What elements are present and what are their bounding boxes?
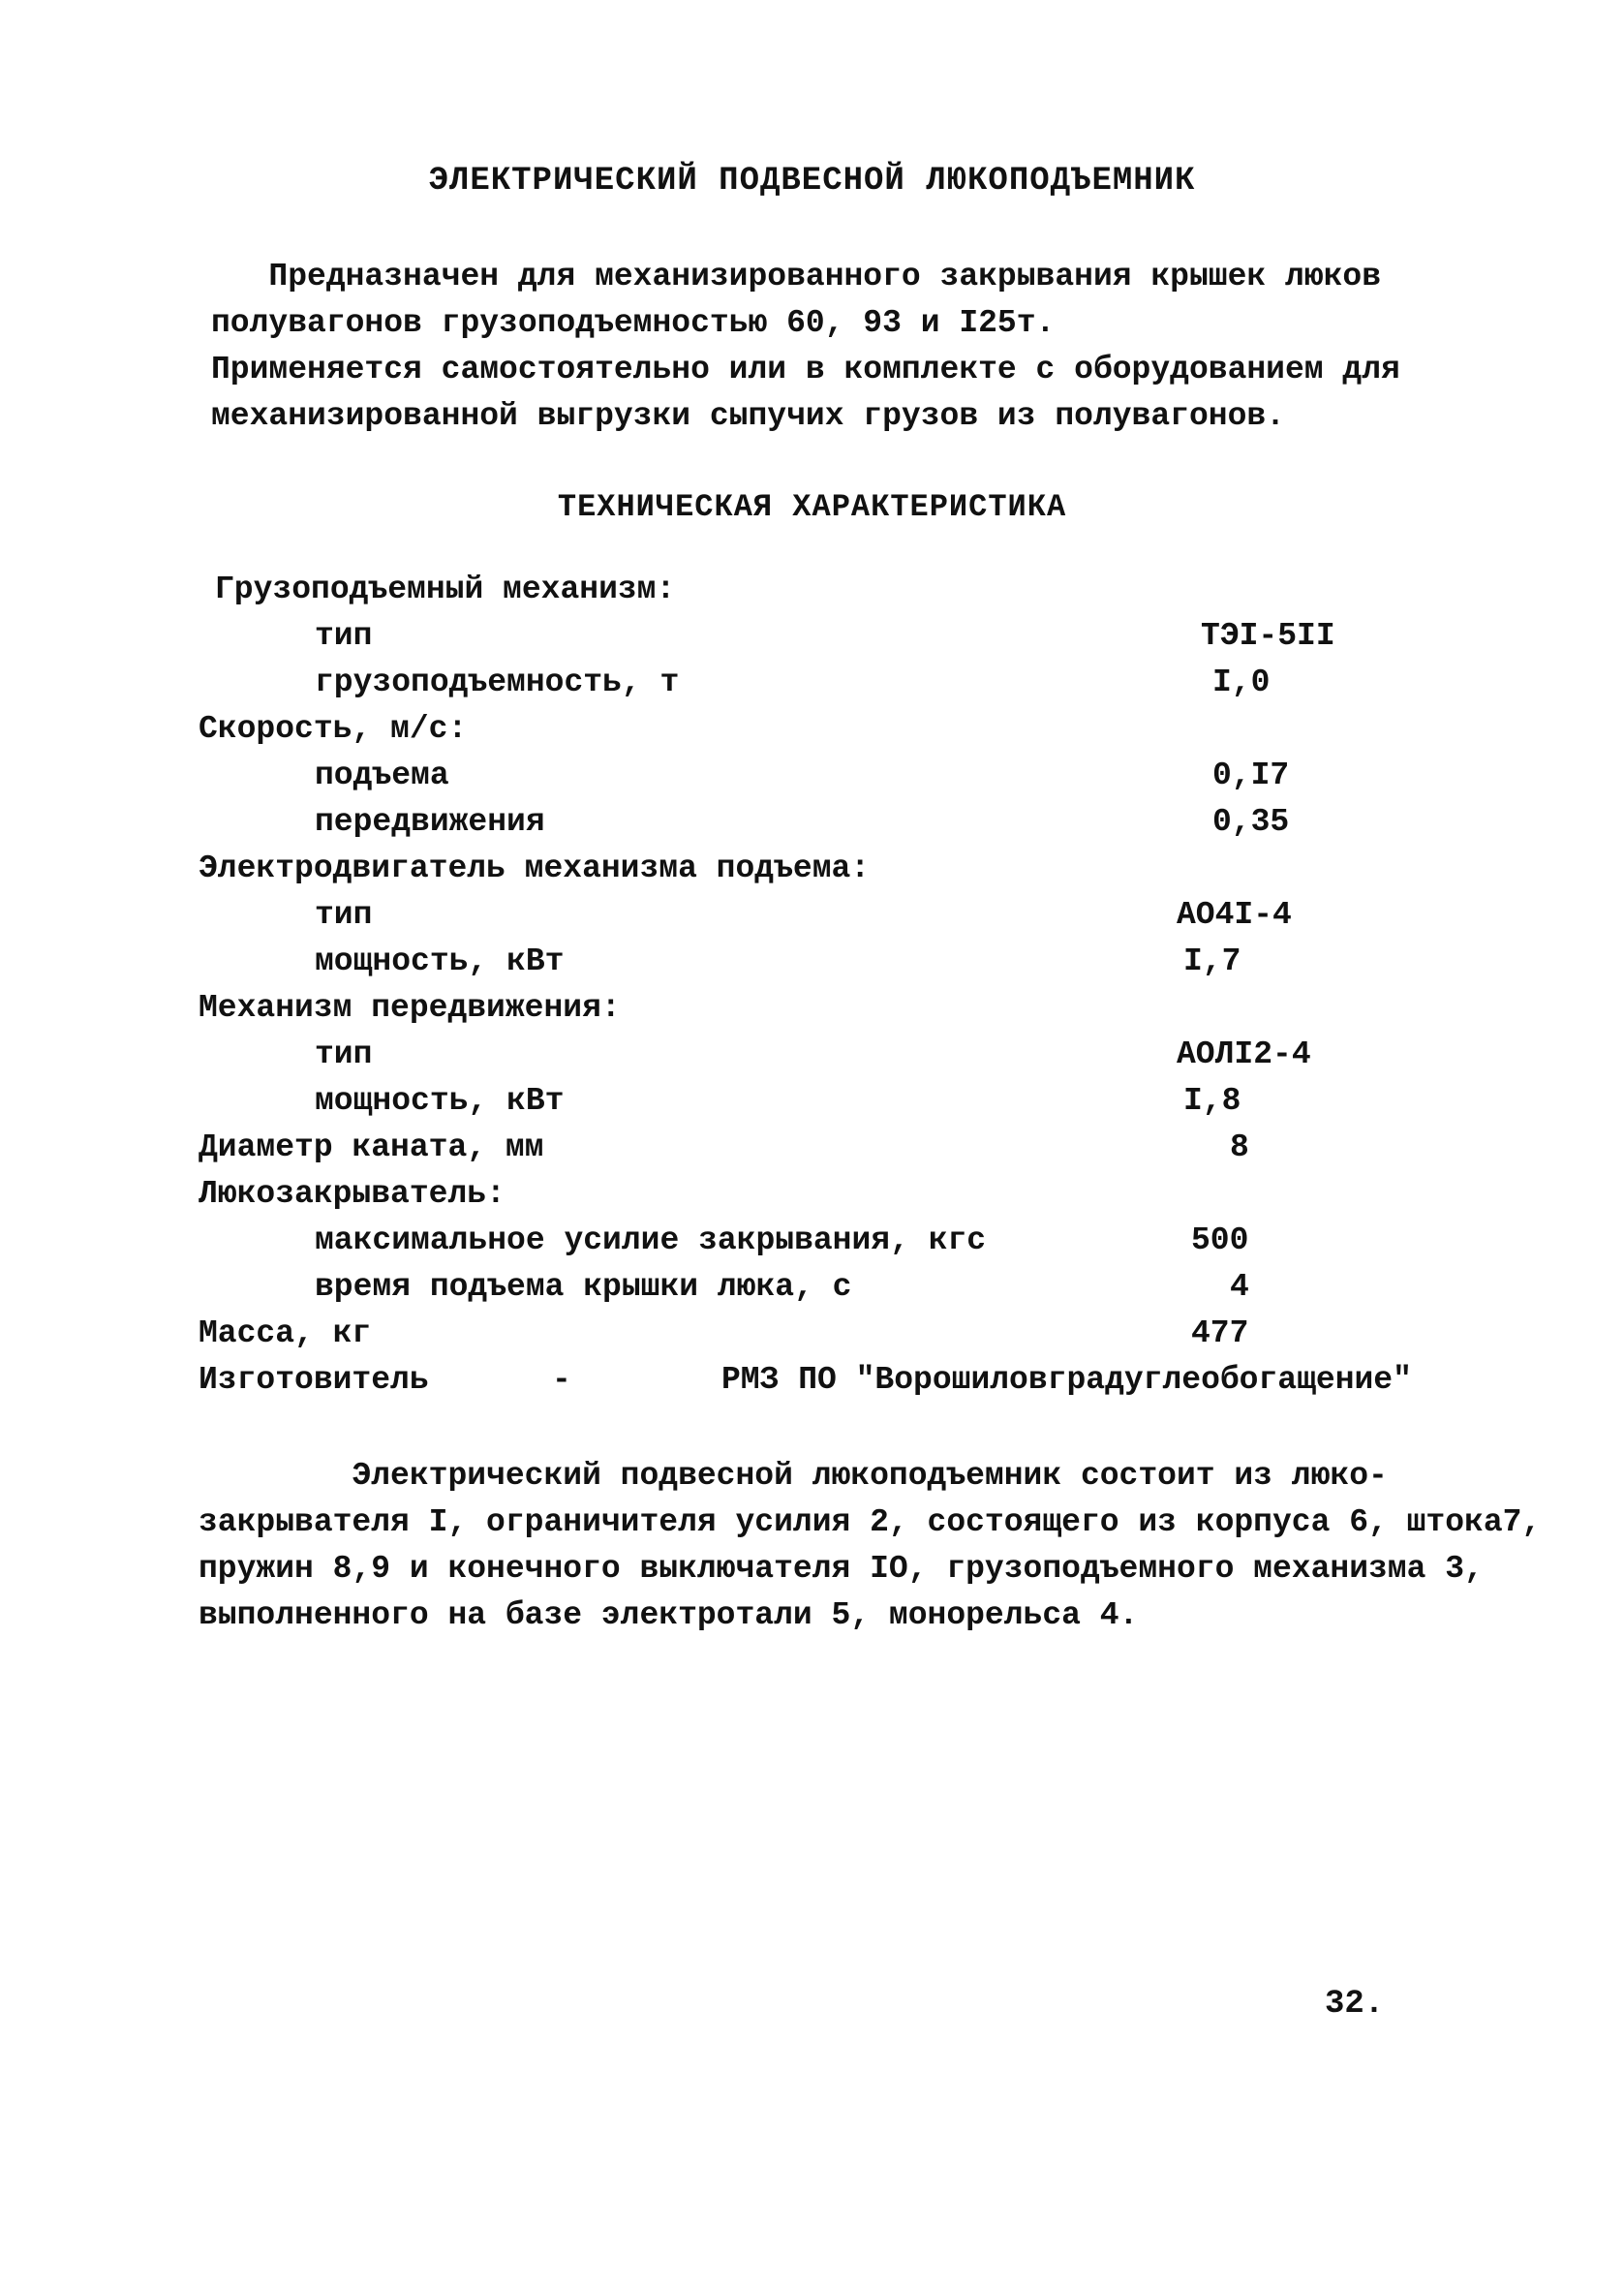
description-line-2: закрывателя I, ограничителя усилия 2, состоящего из корпуса 6, штока7, [199,1504,1542,1540]
intro-line-2: полувагонов грузоподъемностью 60, 93 и I25т. [211,305,1056,341]
spec-value: ТЭI-5II [1201,618,1335,654]
spec-label: мощность, кВт [315,1083,565,1119]
spec-label: мощность, кВт [315,943,565,979]
spec-value: АО4I-4 [1177,897,1292,933]
spec-label: передвижения [315,804,545,840]
spec-label: тип [315,897,373,933]
spec-value: I,8 [1183,1083,1241,1119]
spec-value: 477 [1191,1315,1249,1351]
spec-value: АОЛI2-4 [1177,1036,1311,1072]
description-line-1: Электрический подвесной люкоподъемник состоит из люко- [199,1458,1388,1494]
intro-line-3: Применяется самостоятельно или в комплекте с оборудованием для [211,352,1400,387]
intro-line-4: механизированной выгрузки сыпучих грузов из полувагонов. [211,398,1285,434]
section-subtitle: ТЕХНИЧЕСКАЯ ХАРАКТЕРИСТИКА [557,489,1067,525]
spec-value: 0,I7 [1212,758,1290,793]
spec-label: подъема [315,758,449,793]
spec-label: тип [315,1036,373,1072]
spec-value: I,0 [1212,665,1271,700]
description-line-3: пружин 8,9 и конечного выключателя IO, грузоподъемного механизма 3, [199,1551,1484,1587]
document-title: ЭЛЕКТРИЧЕСКИЙ ПОДВЕСНОЙ ЛЮКОПОДЪЕМНИК [428,163,1196,200]
manufacturer-dash: - [552,1362,571,1398]
spec-value: 500 [1191,1222,1249,1258]
spec-label: тип [315,618,373,654]
manufacturer-label: Изготовитель [199,1362,429,1398]
spec-label: максимальное усилие закрывания, кгс [315,1222,987,1258]
spec-label: Масса, кг [199,1315,372,1351]
description-line-4: выполненного на базе электротали 5, монорельса 4. [199,1597,1139,1633]
spec-label: Электродвигатель механизма подъема: [199,850,871,886]
spec-label: время подъема крышки люка, с [315,1269,852,1305]
spec-value: 4 [1230,1269,1249,1305]
spec-label: грузоподъемность, т [315,665,680,700]
spec-value: I,7 [1183,943,1241,979]
page-number: 32. [1325,1986,1385,2023]
spec-label: Люкозакрыватель: [199,1176,506,1212]
spec-value: 0,35 [1212,804,1290,840]
intro-line-1: Предназначен для механизированного закрывания крышек люков [211,259,1381,294]
spec-value: 8 [1230,1129,1249,1165]
manufacturer-value: РМЗ ПО "Ворошиловградуглеобогащение" [721,1362,1412,1398]
spec-label: Механизм передвижения: [199,990,621,1026]
spec-label: Диаметр каната, мм [199,1129,544,1165]
spec-label: Грузоподъемный механизм: [215,572,676,607]
spec-label: Скорость, м/с: [199,711,468,747]
